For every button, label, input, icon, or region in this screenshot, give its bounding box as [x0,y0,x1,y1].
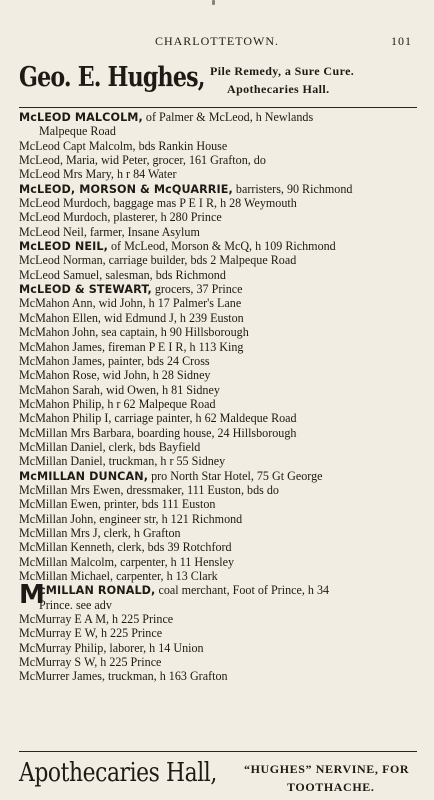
bottom-ad-name: Apothecaries Hall, [19,758,217,788]
entry-text: Malpeque Road [39,124,116,139]
entry-text: McLeod Mrs Mary, h r 84 Water [19,167,177,182]
entry-text: barristers, 90 Richmond [232,181,353,196]
entry-text: McLeod Murdoch, plasterer, h 280 Prince [19,210,222,225]
directory-entry [19,383,419,397]
bottom-ad-tagline-2: TOOTHACHE. [287,780,375,794]
entry-text: pro North Star Hotel, 75 Gt George [148,468,323,483]
entry-text: coal merchant, Foot of Prince, h 34 [155,583,330,598]
directory-entry [19,182,419,196]
entry-text: McMillan Ewen, printer, bds 111 Euston [19,497,216,512]
directory-entry [19,641,419,655]
directory-entry [19,512,419,526]
directory-entry [19,612,419,626]
entry-bold-name: McMILLAN DUNCAN, [19,469,149,483]
entry-bold-name: cMILLAN RONALD, [39,584,156,598]
directory-entry [19,669,419,683]
directory-entry [19,569,419,583]
entry-text: McMahon James, fireman P E I R, h 113 King [19,339,244,354]
entry-text: McMahon Philip, h r 62 Malpeque Road [19,396,216,411]
entry-text: McMillan Mrs Barbara, boarding house, 24 Hillsborough [19,425,297,440]
directory-entry [19,110,419,124]
directory-entry [19,253,419,267]
running-head-city: CHARLOTTETOWN. [154,34,280,48]
bottom-rule [19,751,417,752]
entry-bold-name: McLEOD & STEWART, [19,283,152,297]
entry-text: McMahon Philip I, carriage painter, h 62 Maldeque Road [19,411,297,426]
directory-entry [19,139,419,153]
entry-text: McMahon Sarah, wid Owen, h 81 Sidney [19,382,220,397]
entry-bold-name: McLEOD, MORSON & McQUARRIE, [19,182,233,196]
bottom-ad-tagline-1: “HUGHES” NERVINE, FOR [244,762,410,776]
entry-text: McMillan Daniel, clerk, bds Bayfield [19,439,201,454]
entry-text: McMahon Ann, wid John, h 17 Palmer's Lane [19,296,242,311]
directory-entry [19,426,419,440]
top-ad-tagline-1: Pile Remedy, a Sure Cure. [210,64,355,78]
entry-text: McMurray E W, h 225 Prince [19,626,163,641]
directory-entry [19,153,419,167]
directory-entry [19,296,419,310]
directory-entry [19,655,419,669]
directory-entry [19,268,419,282]
bottom-advertisement [19,758,417,798]
entry-text: McLeod Murdoch, baggage mas P E I R, h 28 Weymouth [19,196,297,211]
top-rule [19,107,417,108]
directory-entry [19,483,419,497]
entry-text: McLeod Samuel, salesman, bds Richmond [19,267,226,282]
directory-entry [19,210,419,224]
directory-entry-continuation [19,598,419,612]
entry-text: McLeod Norman, carriage builder, bds 2 Malpeque Road [19,253,297,268]
directory-entry [19,354,419,368]
directory-entry [19,225,419,239]
entry-text: McMahon James, painter, bds 24 Cross [19,353,210,368]
directory-entry [19,368,419,382]
directory-listing [19,110,419,684]
entry-text: of McLeod, Morson & McQ, h 109 Richmond [107,239,336,254]
top-ad-name: Geo. E. Hughes, [19,62,205,93]
directory-entry [19,497,419,511]
top-ad-tagline-2: Apothecaries Hall. [227,82,330,96]
entry-text: McMillan Mrs J, clerk, h Grafton [19,525,181,540]
entry-text: McMurrer James, truckman, h 163 Grafton [19,669,228,684]
page-number: 101 [391,34,412,48]
entry-text: McMahon Ellen, wid Edmund J, h 239 Euston [19,310,244,325]
entry-text: McMillan Mrs Ewen, dressmaker, 111 Euston, bds do [19,482,279,497]
directory-entry [19,167,419,181]
directory-entry [19,325,419,339]
entry-text: McMillan John, engineer str, h 121 Richmond [19,511,243,526]
drop-cap-letter: M [19,580,45,611]
directory-entry [19,626,419,640]
directory-entry [19,196,419,210]
directory-entry [19,526,419,540]
directory-entry-continuation [19,124,419,138]
directory-entry [19,397,419,411]
entry-text: McMillan Michael, carpenter, h 13 Clark [19,569,218,583]
page-header [0,34,434,54]
entry-text: McMillan Kenneth, clerk, bds 39 Rotchford [19,540,232,555]
entry-text: McMillan Daniel, truckman, h r 55 Sidney [19,454,226,469]
directory-entry [19,311,419,325]
page-mark [212,0,215,5]
top-advertisement [19,61,417,103]
directory-entry [19,282,419,296]
entry-text: Prince. see adv [39,597,112,612]
directory-entry [19,540,419,554]
entry-text: McMahon John, sea captain, h 90 Hillsborough [19,325,249,340]
directory-entry [19,469,419,483]
entry-text: McMurray S W, h 225 Prince [19,655,162,670]
entry-text: McLeod Neil, farmer, Insane Asylum [19,224,200,239]
directory-entry [19,340,419,354]
directory-entry [19,239,419,253]
entry-text: grocers, 37 Prince [151,282,243,297]
directory-entry [19,440,419,454]
directory-entry [19,555,419,569]
directory-entry [19,411,419,425]
entry-text: McMurray Philip, laborer, h 14 Union [19,640,204,655]
entry-bold-name: McLEOD NEIL, [19,240,108,254]
entry-text: McLeod, Maria, wid Peter, grocer, 161 Grafton, do [19,153,266,168]
entry-text: McMurray E A M, h 225 Prince [19,612,174,627]
entry-text: of Palmer & McLeod, h Newlands [142,110,314,124]
entry-text: McMahon Rose, wid John, h 28 Sidney [19,368,211,383]
entry-text: McMillan Malcolm, carpenter, h 11 Hensley [19,554,235,569]
entry-text: McLeod Capt Malcolm, bds Rankin House [19,138,228,153]
directory-entry [19,454,419,468]
entry-bold-name: McLEOD MALCOLM, [19,111,143,124]
